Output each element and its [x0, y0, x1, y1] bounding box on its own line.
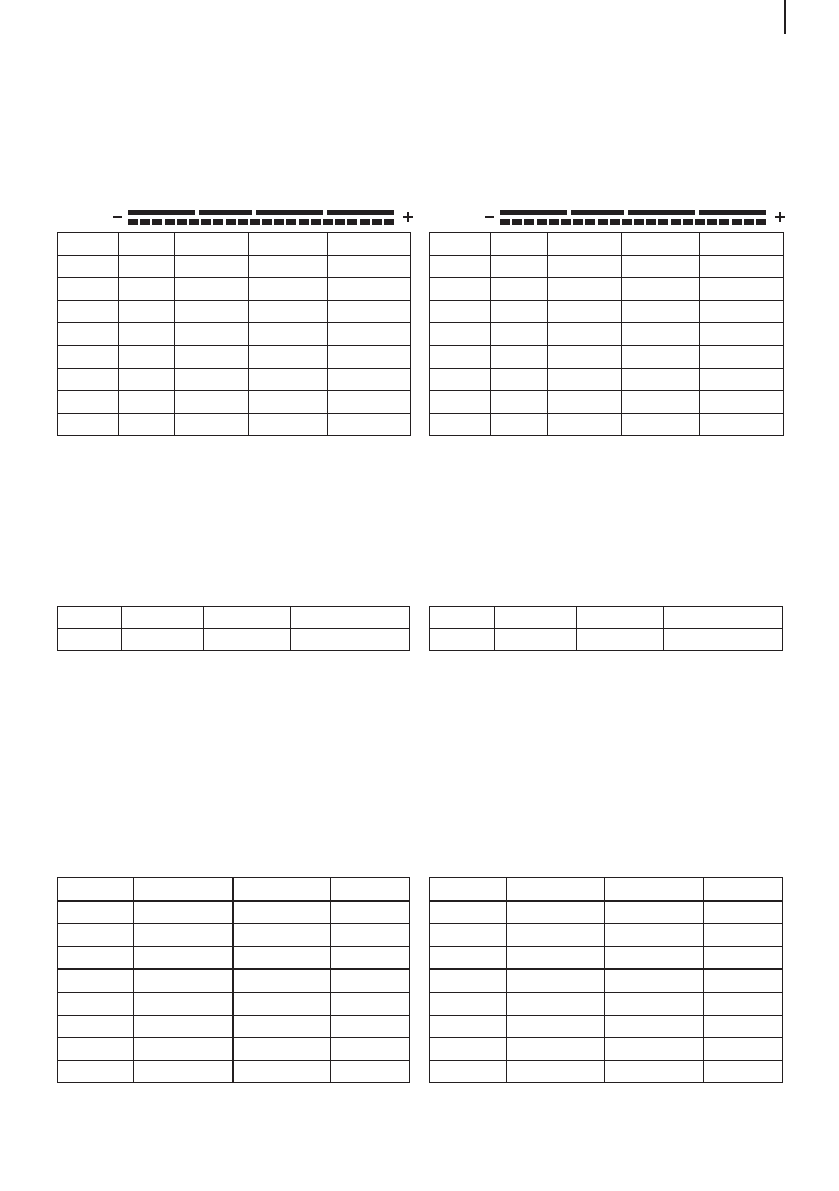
table-row: [430, 368, 784, 391]
table-cell: [704, 901, 783, 924]
table-cell: [134, 901, 233, 924]
table-cell: [249, 413, 328, 436]
table-cell: [331, 946, 410, 969]
table-cell: [58, 969, 134, 992]
table-cell: [491, 391, 548, 414]
table-cell: [119, 368, 175, 391]
level-segment: [299, 219, 309, 225]
table-cell: [58, 368, 119, 391]
table-cell: [134, 969, 233, 992]
table-cell: [491, 345, 548, 368]
table-cell: [605, 1015, 704, 1038]
table-cell: [700, 413, 784, 436]
table-cell: [134, 992, 233, 1015]
level-segment: [598, 219, 608, 225]
table-cell: [430, 391, 491, 414]
table-cell: [58, 300, 119, 323]
level-band-1: [500, 210, 567, 215]
plus-icon: [775, 212, 785, 222]
table-cell: [134, 946, 233, 969]
table-row: [430, 391, 784, 414]
plus-icon: [403, 212, 413, 222]
table-cell: [233, 878, 331, 901]
table-section-1-left: [57, 232, 411, 436]
table-cell: [430, 1038, 507, 1061]
level-segment: [561, 219, 571, 225]
table-cell: [704, 1015, 783, 1038]
table-cell: [507, 901, 605, 924]
table-cell: [119, 300, 175, 323]
table-row: [430, 1038, 783, 1061]
table-row: [58, 924, 410, 947]
table-cell: [605, 1060, 704, 1083]
table-cell: [700, 391, 784, 414]
table-cell: [58, 607, 122, 629]
table-cell: [331, 1060, 410, 1083]
level-segment: [128, 219, 138, 225]
table-cell: [58, 1015, 134, 1038]
table-row: [430, 878, 783, 901]
minus-icon: [113, 216, 122, 218]
table-cell: [58, 924, 134, 947]
level-band-2: [199, 210, 252, 215]
table-cell: [58, 391, 119, 414]
table-cell: [233, 992, 331, 1015]
table-cell: [175, 368, 249, 391]
table-cell: [507, 992, 605, 1015]
table-cell: [328, 278, 411, 301]
table-row: [430, 992, 783, 1015]
level-segment: [573, 219, 583, 225]
table-cell: [119, 255, 175, 278]
table-cell: [622, 413, 700, 436]
table-row: [58, 969, 410, 992]
table-cell: [430, 345, 491, 368]
table-cell: [119, 413, 175, 436]
table-cell: [328, 345, 411, 368]
table-cell: [175, 345, 249, 368]
table-row: [430, 1060, 783, 1083]
table-cell: [430, 992, 507, 1015]
level-segment: [262, 219, 272, 225]
page-edge-mark: [784, 0, 786, 34]
table-cell: [605, 946, 704, 969]
table-cell: [328, 300, 411, 323]
level-segment: [671, 219, 681, 225]
table-row: [58, 391, 411, 414]
table-row: [430, 255, 784, 278]
table-cell: [58, 946, 134, 969]
table-row: [430, 278, 784, 301]
table-cell: [58, 255, 119, 278]
table-cell: [119, 233, 175, 256]
table-row: [58, 1038, 410, 1061]
table-cell: [622, 233, 700, 256]
table-cell: [491, 323, 548, 346]
level-segment: [683, 219, 693, 225]
table-cell: [58, 1060, 134, 1083]
table-cell: [175, 278, 249, 301]
table-cell: [700, 300, 784, 323]
table-cell: [491, 413, 548, 436]
table-row: [58, 901, 410, 924]
level-segment: [707, 219, 717, 225]
table-cell: [233, 1060, 331, 1083]
table-cell: [175, 413, 249, 436]
table-cell: [700, 345, 784, 368]
table-cell: [622, 368, 700, 391]
table-row: [58, 300, 411, 323]
table-row: [430, 323, 784, 346]
table-row: [430, 233, 784, 256]
table-row: [430, 946, 783, 969]
table-cell: [430, 924, 507, 947]
table-cell: [134, 924, 233, 947]
table-cell: [119, 278, 175, 301]
table-cell: [704, 946, 783, 969]
table-cell: [548, 391, 622, 414]
table-cell: [249, 323, 328, 346]
table-row: [58, 368, 411, 391]
level-indicator-right: [485, 208, 785, 228]
table-row: [430, 924, 783, 947]
table-cell: [58, 413, 119, 436]
table-cell: [331, 924, 410, 947]
table-cell: [548, 278, 622, 301]
table-cell: [331, 992, 410, 1015]
table-cell: [704, 969, 783, 992]
table-cell: [233, 1038, 331, 1061]
table-row: [58, 1060, 410, 1083]
table-cell: [622, 300, 700, 323]
table-cell: [700, 278, 784, 301]
table-cell: [622, 323, 700, 346]
table-cell: [233, 946, 331, 969]
table-cell: [507, 924, 605, 947]
table-cell: [507, 1015, 605, 1038]
level-segment: [177, 219, 187, 225]
table-cell: [58, 1038, 134, 1061]
table-section-1-right: [429, 232, 784, 436]
table-cell: [328, 233, 411, 256]
table-cell: [233, 924, 331, 947]
table-cell: [204, 629, 291, 651]
table-row: [58, 345, 411, 368]
table-cell: [249, 300, 328, 323]
table-cell: [700, 255, 784, 278]
table-cell: [58, 323, 119, 346]
table-row: [430, 969, 783, 992]
table-cell: [58, 901, 134, 924]
table-cell: [249, 345, 328, 368]
level-segment: [165, 219, 175, 225]
table-row: [58, 878, 410, 901]
level-segment: [512, 219, 522, 225]
level-segment: [201, 219, 211, 225]
table-cell: [622, 391, 700, 414]
table-cell: [430, 323, 491, 346]
level-segment: [360, 219, 370, 225]
table-cell: [430, 901, 507, 924]
level-segment: [311, 219, 321, 225]
level-segment: [585, 219, 595, 225]
table-cell: [328, 323, 411, 346]
table-row: [58, 413, 411, 436]
level-segment: [152, 219, 162, 225]
table-cell: [491, 233, 548, 256]
level-segment: [372, 219, 382, 225]
table-cell: [605, 969, 704, 992]
level-segment: [250, 219, 260, 225]
table-cell: [331, 901, 410, 924]
table-cell: [249, 255, 328, 278]
table-row: [58, 946, 410, 969]
table-cell: [430, 1015, 507, 1038]
table-cell: [700, 323, 784, 346]
table-cell: [328, 255, 411, 278]
table-cell: [605, 901, 704, 924]
table-row: [430, 629, 783, 651]
table-cell: [122, 629, 204, 651]
table-cell: [605, 878, 704, 901]
table-cell: [507, 969, 605, 992]
table-row: [58, 629, 410, 651]
table-cell: [134, 1060, 233, 1083]
table-cell: [249, 233, 328, 256]
table-cell: [58, 629, 122, 651]
table-cell: [175, 300, 249, 323]
table-cell: [622, 255, 700, 278]
table-cell: [233, 969, 331, 992]
level-segment: [732, 219, 742, 225]
table-cell: [664, 629, 783, 651]
level-segment: [140, 219, 150, 225]
table-cell: [430, 413, 491, 436]
table-row: [430, 607, 783, 629]
table-cell: [134, 878, 233, 901]
table-cell: [700, 368, 784, 391]
level-segment: [756, 219, 766, 225]
table-cell: [430, 300, 491, 323]
table-cell: [331, 1015, 410, 1038]
table-cell: [605, 1038, 704, 1061]
table-row: [58, 992, 410, 1015]
level-band-3: [628, 210, 695, 215]
level-segment: [646, 219, 656, 225]
level-segment: [610, 219, 620, 225]
level-segment: [634, 219, 644, 225]
level-segment: [189, 219, 199, 225]
table-cell: [430, 878, 507, 901]
table-section-2-left: [57, 606, 410, 651]
level-segment: [335, 219, 345, 225]
level-band-3: [256, 210, 323, 215]
level-segment: [549, 219, 559, 225]
table-cell: [622, 345, 700, 368]
table-section-2-right: [429, 606, 783, 651]
level-band-2: [571, 210, 624, 215]
table-cell: [704, 992, 783, 1015]
table-row: [430, 1015, 783, 1038]
table-cell: [622, 278, 700, 301]
level-segment: [274, 219, 284, 225]
table-cell: [175, 233, 249, 256]
table-cell: [331, 969, 410, 992]
table-cell: [704, 1060, 783, 1083]
table-cell: [58, 992, 134, 1015]
table-row: [58, 278, 411, 301]
level-segment: [347, 219, 357, 225]
table-cell: [577, 629, 664, 651]
table-cell: [548, 323, 622, 346]
level-segment: [695, 219, 705, 225]
table-cell: [119, 345, 175, 368]
table-cell: [119, 323, 175, 346]
table-cell: [430, 368, 491, 391]
level-segment: [500, 219, 510, 225]
table-cell: [491, 278, 548, 301]
level-segment: [719, 219, 729, 225]
table-row: [58, 607, 410, 629]
table-cell: [430, 969, 507, 992]
table-row: [58, 323, 411, 346]
table-cell: [328, 391, 411, 414]
table-cell: [430, 607, 495, 629]
level-segment: [286, 219, 296, 225]
table-cell: [548, 413, 622, 436]
table-cell: [430, 1060, 507, 1083]
table-cell: [204, 607, 291, 629]
table-row: [430, 413, 784, 436]
table-cell: [495, 607, 577, 629]
level-segment: [622, 219, 632, 225]
level-band-1: [128, 210, 195, 215]
table-cell: [175, 391, 249, 414]
level-segment: [226, 219, 236, 225]
table-cell: [548, 345, 622, 368]
table-cell: [233, 1015, 331, 1038]
table-section-3-right: [429, 877, 783, 1083]
table-cell: [119, 391, 175, 414]
table-cell: [491, 255, 548, 278]
table-cell: [430, 946, 507, 969]
table-row: [58, 255, 411, 278]
level-segment: [238, 219, 248, 225]
table-cell: [249, 391, 328, 414]
table-cell: [331, 878, 410, 901]
table-cell: [58, 878, 134, 901]
table-cell: [664, 607, 783, 629]
level-band-4: [699, 210, 766, 215]
table-cell: [704, 1038, 783, 1061]
table-cell: [548, 368, 622, 391]
table-row: [430, 300, 784, 323]
table-cell: [491, 300, 548, 323]
table-cell: [331, 1038, 410, 1061]
table-cell: [175, 255, 249, 278]
table-cell: [548, 255, 622, 278]
table-row: [430, 901, 783, 924]
table-cell: [430, 278, 491, 301]
table-cell: [548, 300, 622, 323]
level-segment: [537, 219, 547, 225]
table-cell: [495, 629, 577, 651]
level-segment: [744, 219, 754, 225]
table-row: [430, 345, 784, 368]
table-row: [58, 233, 411, 256]
table-cell: [507, 946, 605, 969]
table-cell: [328, 368, 411, 391]
table-cell: [58, 233, 119, 256]
table-cell: [605, 992, 704, 1015]
table-cell: [134, 1015, 233, 1038]
table-cell: [328, 413, 411, 436]
table-cell: [491, 368, 548, 391]
table-cell: [605, 924, 704, 947]
table-cell: [122, 607, 204, 629]
level-segment: [524, 219, 534, 225]
level-indicator-left: [113, 208, 413, 228]
table-cell: [507, 878, 605, 901]
level-segment: [384, 219, 394, 225]
table-cell: [291, 607, 410, 629]
table-cell: [507, 1060, 605, 1083]
table-cell: [175, 323, 249, 346]
level-segment: [213, 219, 223, 225]
table-cell: [249, 278, 328, 301]
table-section-3-left: [57, 877, 410, 1083]
table-cell: [507, 1038, 605, 1061]
table-cell: [134, 1038, 233, 1061]
table-cell: [58, 345, 119, 368]
table-cell: [577, 607, 664, 629]
table-cell: [548, 233, 622, 256]
level-segment: [658, 219, 668, 225]
table-cell: [430, 255, 491, 278]
table-cell: [58, 278, 119, 301]
table-cell: [430, 233, 491, 256]
table-cell: [704, 878, 783, 901]
table-row: [58, 1015, 410, 1038]
level-segment: [323, 219, 333, 225]
table-cell: [700, 233, 784, 256]
table-cell: [430, 629, 495, 651]
table-cell: [233, 901, 331, 924]
minus-icon: [485, 216, 494, 218]
table-cell: [249, 368, 328, 391]
table-cell: [291, 629, 410, 651]
level-band-4: [327, 210, 394, 215]
table-cell: [704, 924, 783, 947]
